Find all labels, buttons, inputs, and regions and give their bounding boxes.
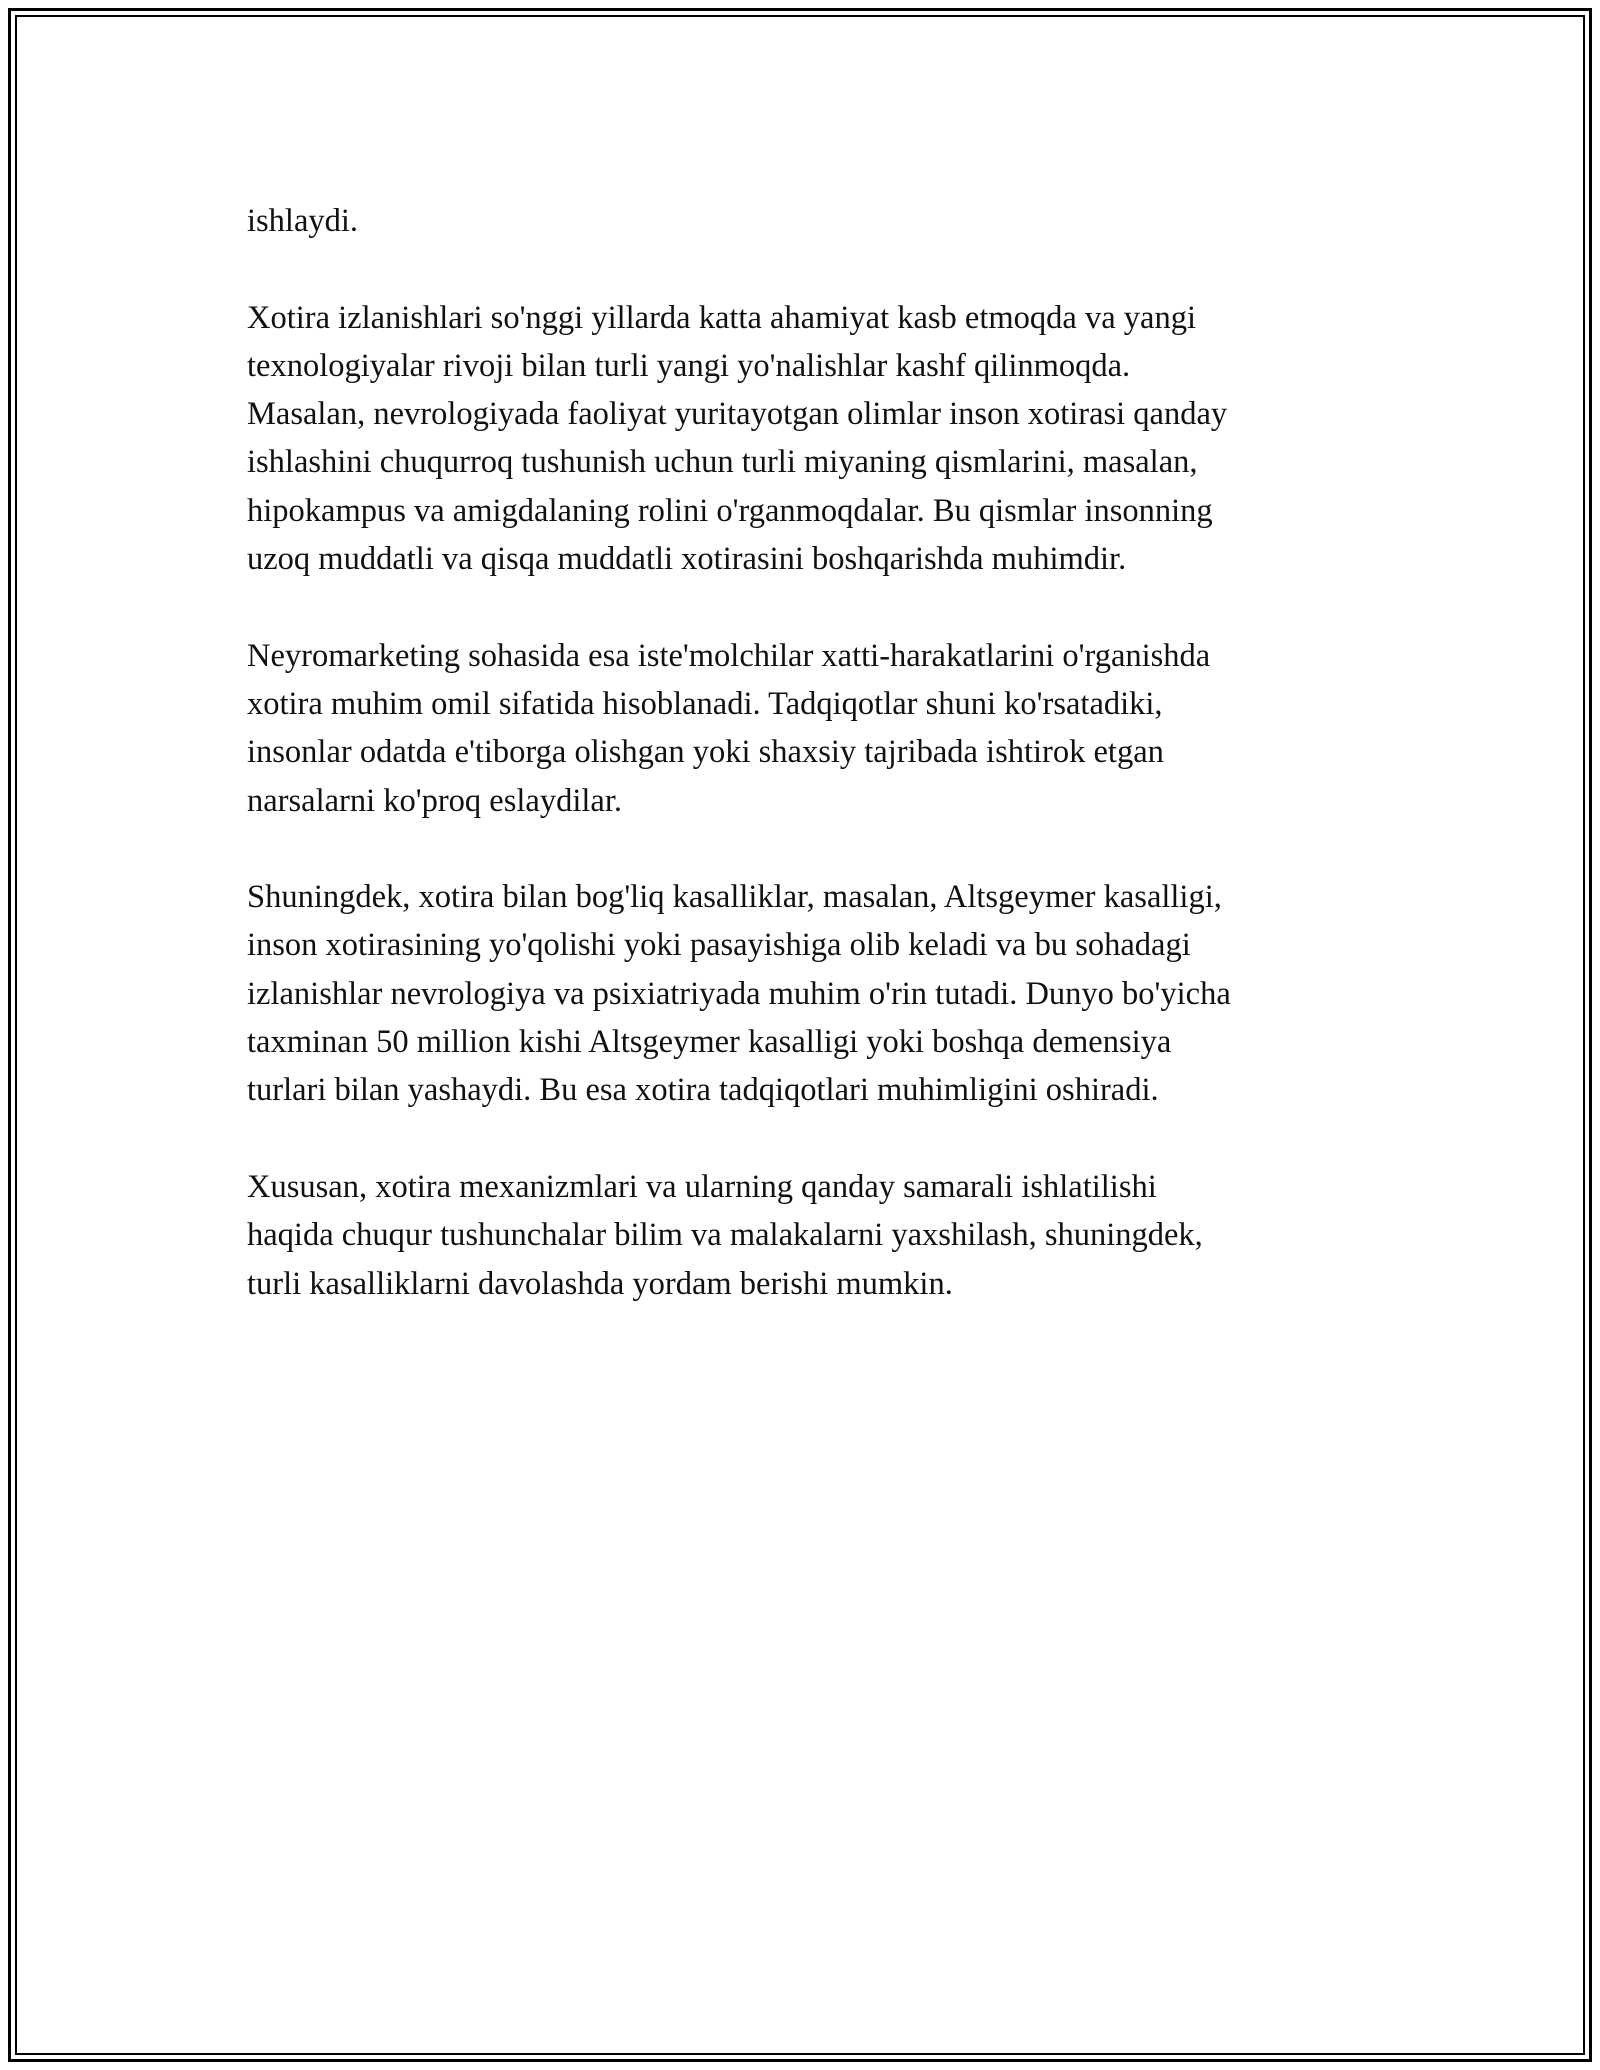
text-line: ishlaydi. xyxy=(247,203,359,239)
text-line: hipokampus va amigdalaning rolini o'rganmoqdalar. Bu qismlar insonning xyxy=(247,492,1213,529)
paragraph-2 xyxy=(247,294,1387,584)
text-line: Xususan, xotira mexanizmlari va ularning qanday samarali ishlatilishi xyxy=(247,1168,1157,1205)
text-line: insonlar odatda e'tiborga olishgan yoki shaxsiy tajribada ishtirok etgan xyxy=(247,734,1164,771)
document-body xyxy=(247,197,1387,1356)
text-line: taxminan 50 million kishi Altsgeymer kasalligi yoki boshqa demensiya xyxy=(247,1024,1172,1061)
paragraph-3 xyxy=(247,632,1387,825)
text-line: Neyromarketing sohasida esa iste'molchilar xatti-harakatlarini o'rganishda xyxy=(247,637,1211,674)
text-line: Shuningdek, xotira bilan bog'liq kasalliklar, masalan, Altsgeymer kasalligi, xyxy=(247,879,1222,916)
text-line: izlanishlar nevrologiya va psixiatriyada muhim o'rin tutadi. Dunyo bo'yicha xyxy=(247,975,1231,1012)
text-line: turli kasalliklarni davolashda yordam berishi mumkin. xyxy=(247,1265,953,1302)
text-line: ishlashini chuqurroq tushunish uchun turli miyaning qismlarini, masalan, xyxy=(247,444,1198,481)
text-line: inson xotirasining yo'qolishi yoki pasayishiga olib keladi va bu sohadagi xyxy=(247,927,1191,964)
text-line: uzoq muddatli va qisqa muddatli xotirasini boshqarishda muhimdir. xyxy=(247,541,1127,578)
paragraph-1 xyxy=(247,197,1387,245)
text-line: Xotira izlanishlari so'nggi yillarda katta ahamiyat kasb etmoqda va yangi xyxy=(247,299,1196,336)
text-line: Masalan, nevrologiyada faoliyat yuritayotgan olimlar inson xotirasi qanday xyxy=(247,396,1228,433)
text-line: xotira muhim omil sifatida hisoblanadi. Tadqiqotlar shuni ko'rsatadiki, xyxy=(247,685,1163,722)
page-frame xyxy=(8,8,1592,2062)
text-line: haqida chuqur tushunchalar bilim va malakalarni yaxshilash, shuningdek, xyxy=(247,1217,1203,1254)
paragraph-4 xyxy=(247,873,1387,1114)
text-line: texnologiyalar rivoji bilan turli yangi yo'nalishlar kashf qilinmoqda. xyxy=(247,347,1131,384)
paragraph-5 xyxy=(247,1163,1387,1308)
text-line: narsalarni ko'proq eslaydilar. xyxy=(247,782,622,819)
text-line: turlari bilan yashaydi. Bu esa xotira tadqiqotlari muhimligini oshiradi. xyxy=(247,1072,1159,1109)
